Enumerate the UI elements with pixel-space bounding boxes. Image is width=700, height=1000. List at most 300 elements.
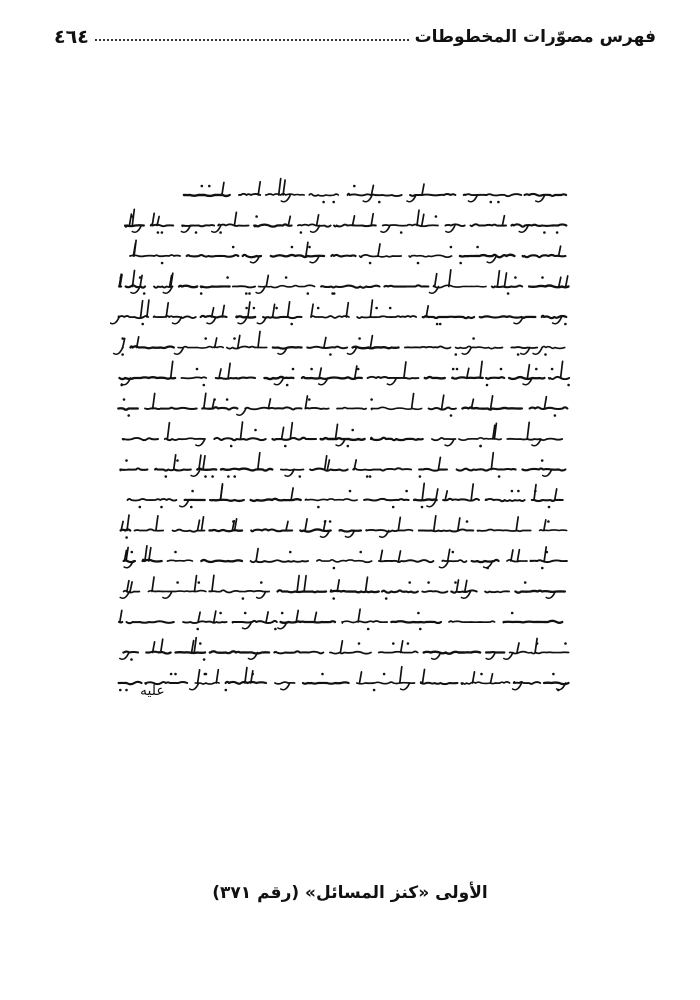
manuscript-stroke [266, 612, 268, 622]
manuscript-stroke [442, 395, 444, 408]
manuscript-dot [205, 673, 208, 676]
manuscript-dot [535, 368, 538, 371]
manuscript-stroke [215, 338, 217, 348]
manuscript-dot [324, 520, 327, 523]
manuscript-dot [385, 597, 388, 600]
manuscript-word [210, 500, 244, 501]
manuscript-stroke [216, 670, 218, 683]
manuscript-word [405, 346, 451, 348]
manuscript-stroke [458, 518, 460, 531]
manuscript-dot [199, 642, 202, 645]
manuscript-dot [331, 292, 334, 295]
manuscript-stroke [324, 338, 326, 348]
manuscript-stroke [555, 489, 557, 500]
manuscript-stroke [486, 653, 495, 660]
manuscript-dot [392, 506, 395, 509]
manuscript-dot [479, 445, 482, 448]
manuscript-dot [351, 429, 354, 432]
manuscript-dot [226, 398, 229, 401]
manuscript-word [353, 468, 411, 470]
manuscript-stroke [471, 484, 473, 500]
manuscript-word [227, 347, 267, 349]
manuscript-stroke [380, 550, 382, 561]
page-number: ٤٦٤ [54, 26, 89, 48]
manuscript-stroke [257, 592, 266, 599]
manuscript-dot [421, 506, 424, 509]
manuscript-word [360, 255, 402, 257]
manuscript-stroke [127, 581, 129, 592]
manuscript-dot [255, 215, 258, 218]
manuscript-dot [524, 581, 527, 584]
manuscript-dot [369, 262, 372, 265]
manuscript-stroke [399, 551, 401, 561]
manuscript-stroke [412, 394, 414, 409]
manuscript-word [281, 621, 336, 623]
manuscript-word [423, 316, 474, 318]
manuscript-word [210, 651, 269, 653]
manuscript-dot [534, 490, 537, 493]
manuscript-word [135, 529, 164, 530]
manuscript-stroke [198, 520, 200, 530]
manuscript-stroke [319, 368, 321, 378]
manuscript-stroke [156, 516, 158, 531]
manuscript-word [167, 560, 192, 561]
manuscript-dot [353, 185, 356, 188]
manuscript-word [176, 652, 206, 653]
manuscript-dot [450, 246, 453, 249]
manuscript-stroke [234, 212, 236, 225]
manuscript-word [245, 407, 301, 409]
manuscript-dot [427, 581, 430, 584]
manuscript-word [449, 621, 495, 622]
manuscript-word [486, 377, 504, 379]
manuscript-stroke [167, 423, 169, 439]
manuscript-dot [517, 353, 520, 356]
manuscript-stroke [353, 216, 355, 226]
manuscript-dot [389, 307, 392, 310]
manuscript-dot [227, 475, 230, 478]
manuscript-stroke [346, 303, 348, 317]
manuscript-stroke [220, 485, 222, 500]
manuscript-word [239, 194, 260, 195]
manuscript-dot [455, 353, 458, 356]
manuscript-dot [165, 475, 168, 478]
manuscript-word [123, 438, 158, 440]
manuscript-stroke [513, 683, 522, 690]
manuscript-stroke [219, 369, 221, 378]
manuscript-dot [213, 398, 216, 401]
manuscript-word [209, 590, 269, 592]
manuscript-stroke [497, 271, 499, 287]
manuscript-word [254, 224, 291, 226]
manuscript-dot [407, 642, 410, 645]
manuscript-dot [466, 520, 469, 523]
manuscript-stroke [445, 491, 447, 500]
manuscript-word [480, 316, 536, 318]
manuscript-stroke [129, 214, 131, 225]
manuscript-word [303, 682, 349, 683]
manuscript-dot [378, 201, 381, 204]
manuscript-word [187, 255, 239, 257]
manuscript-stroke [174, 455, 176, 470]
manuscript-word [432, 438, 456, 440]
manuscript-dot [408, 581, 411, 584]
manuscript-stroke [153, 394, 155, 409]
manuscript-word [421, 682, 458, 684]
manuscript-stroke [505, 273, 507, 287]
figure-caption: الأولى «كنز المسائل» (رقم ٣٧١) [212, 883, 488, 903]
manuscript-stroke [449, 270, 451, 287]
manuscript-stroke [304, 576, 306, 592]
manuscript-stroke [311, 304, 313, 317]
manuscript-word [251, 499, 301, 501]
manuscript-dot [417, 612, 420, 615]
manuscript-stroke [430, 287, 439, 294]
manuscript-stroke [371, 185, 373, 195]
manuscript-stroke [378, 244, 380, 256]
manuscript-image [110, 165, 575, 710]
manuscript-stroke [268, 399, 270, 409]
manuscript-stroke [491, 453, 493, 470]
manuscript-word [330, 652, 371, 654]
manuscript-dot [141, 323, 144, 326]
manuscript-dot [291, 246, 294, 249]
manuscript-stroke [256, 287, 265, 294]
manuscript-stroke [358, 609, 360, 622]
manuscript-stroke [370, 300, 372, 317]
manuscript-word [298, 224, 331, 226]
manuscript-stroke [147, 300, 149, 317]
manuscript-word [529, 286, 568, 288]
manuscript-word [120, 468, 147, 470]
manuscript-dot [552, 673, 555, 676]
manuscript-dot [500, 368, 503, 371]
manuscript-dot [358, 642, 361, 645]
manuscript-stroke [257, 317, 266, 324]
manuscript-word [422, 591, 447, 593]
manuscript-dot [143, 292, 146, 295]
manuscript-stroke [516, 517, 518, 531]
manuscript-dot [366, 475, 369, 478]
manuscript-dot [232, 246, 235, 249]
manuscript-dot [226, 276, 229, 279]
manuscript-stroke [435, 274, 437, 287]
manuscript-stroke [511, 550, 513, 561]
manuscript-dot [564, 323, 567, 326]
manuscript-word [515, 591, 565, 593]
manuscript-word [471, 224, 507, 226]
manuscript-stroke [199, 455, 201, 469]
manuscript-dot [198, 581, 201, 584]
manuscript-dot [161, 231, 164, 234]
manuscript-stroke [325, 456, 327, 470]
manuscript-stroke [398, 517, 400, 530]
manuscript-dot [176, 459, 179, 462]
manuscript-word [275, 682, 295, 684]
manuscript-word [272, 438, 316, 440]
manuscript-dot [195, 231, 198, 234]
manuscript-word [233, 621, 277, 623]
manuscript-word [542, 346, 565, 348]
manuscript-dot [203, 384, 206, 387]
manuscript-stroke [281, 683, 290, 690]
manuscript-stroke [222, 306, 224, 318]
manuscript-dot [564, 642, 567, 645]
manuscript-stroke [491, 674, 493, 683]
manuscript-dot [546, 551, 549, 554]
manuscript-word [233, 286, 255, 287]
manuscript-dot [125, 689, 128, 692]
manuscript-dot [251, 673, 254, 676]
manuscript-word [305, 408, 328, 409]
manuscript-dot [544, 353, 547, 356]
manuscript-word [128, 499, 177, 501]
manuscript-word [342, 621, 387, 623]
manuscript-stroke [237, 409, 246, 416]
manuscript-stroke [534, 485, 536, 500]
manuscript-stroke [457, 580, 459, 592]
manuscript-word [321, 286, 379, 288]
manuscript-word [337, 408, 366, 410]
manuscript-dot [541, 567, 544, 570]
manuscript-dot [567, 384, 570, 387]
manuscript-word [383, 224, 438, 226]
manuscript-word [124, 591, 140, 593]
manuscript-word [236, 316, 255, 317]
manuscript-dot [321, 673, 324, 676]
manuscript-stroke [422, 483, 424, 500]
manuscript-dot [308, 398, 311, 401]
manuscript-word [201, 286, 230, 287]
manuscript-stroke [387, 378, 396, 385]
manuscript-stroke [283, 180, 285, 195]
manuscript-stroke [152, 213, 154, 225]
manuscript-stroke [133, 271, 135, 287]
manuscript-word [391, 621, 441, 623]
manuscript-dot [497, 201, 500, 204]
manuscript-dot [254, 429, 257, 432]
manuscript-dot [507, 292, 510, 295]
manuscript-handwriting [110, 165, 575, 710]
manuscript-dot [329, 353, 332, 356]
manuscript-dot [161, 262, 164, 265]
running-title: فهرس مصوّرات المخطوطات [414, 27, 656, 47]
manuscript-dot [332, 201, 335, 204]
manuscript-word [123, 652, 138, 653]
manuscript-word [179, 286, 197, 288]
manuscript-stroke [290, 423, 292, 439]
manuscript-dot [369, 475, 372, 478]
manuscript-dot [476, 246, 479, 249]
manuscript-dot [517, 490, 520, 493]
manuscript-stroke [173, 317, 182, 324]
manuscript-dot [329, 520, 332, 523]
manuscript-word [410, 194, 455, 196]
manuscript-stroke [422, 214, 424, 225]
manuscript-dot [419, 628, 422, 631]
manuscript-dot [211, 475, 214, 478]
manuscript-dot [472, 337, 475, 340]
manuscript-dot [452, 551, 455, 554]
manuscript-dot [190, 506, 193, 509]
manuscript-dot [400, 231, 403, 234]
manuscript-dot [486, 384, 489, 387]
manuscript-stroke [465, 581, 467, 592]
manuscript-dot [242, 597, 245, 600]
manuscript-dot [359, 551, 362, 554]
manuscript-stroke [380, 531, 389, 538]
manuscript-stroke [448, 549, 450, 561]
manuscript-dot [201, 185, 204, 188]
manuscript-stroke [279, 179, 281, 195]
manuscript-dot [551, 368, 554, 371]
manuscript-word [151, 225, 174, 227]
manuscript-stroke [238, 336, 240, 348]
manuscript-word [278, 590, 327, 592]
manuscript-word [263, 317, 301, 318]
manuscript-dot [275, 307, 278, 310]
manuscript-stroke [258, 182, 260, 195]
manuscript-stroke [340, 641, 342, 653]
manuscript-stroke [445, 439, 454, 446]
manuscript-dot [383, 673, 386, 676]
manuscript-dot [208, 185, 211, 188]
manuscript-word [302, 377, 362, 379]
manuscript-stroke [273, 304, 275, 317]
manuscript-stroke [314, 612, 316, 622]
manuscript-dot [160, 506, 163, 509]
manuscript-dot [170, 276, 173, 279]
manuscript-dot [121, 337, 124, 340]
manuscript-stroke [504, 653, 513, 660]
manuscript-stroke [204, 393, 206, 408]
manuscript-word [514, 682, 541, 684]
manuscript-dot [191, 490, 194, 493]
manuscript-dot [245, 292, 248, 295]
manuscript-dot [299, 475, 302, 478]
manuscript-word [384, 285, 428, 286]
manuscript-word [202, 407, 237, 409]
leader-dots [95, 39, 409, 41]
manuscript-dot [367, 628, 370, 631]
manuscript-stroke [198, 612, 200, 622]
manuscript-stroke [152, 577, 154, 591]
manuscript-stroke [491, 396, 493, 409]
manuscript-dot [554, 414, 557, 417]
manuscript-stroke [130, 582, 132, 592]
manuscript-stroke [401, 683, 410, 690]
manuscript-stroke [198, 670, 200, 683]
manuscript-stroke [360, 672, 362, 683]
manuscript-stroke [434, 516, 436, 531]
manuscript-word [485, 591, 509, 592]
manuscript-stroke [543, 470, 552, 477]
manuscript-word [425, 377, 445, 379]
manuscript-stroke [366, 577, 368, 591]
manuscript-stroke [248, 302, 250, 317]
manuscript-dot [548, 506, 551, 509]
manuscript-stroke [256, 549, 258, 561]
manuscript-stroke [214, 611, 216, 622]
manuscript-word [382, 590, 418, 592]
manuscript-word [340, 530, 362, 531]
manuscript-stroke [192, 641, 194, 653]
manuscript-dot [127, 414, 130, 417]
manuscript-dot [204, 337, 207, 340]
manuscript-word [311, 316, 349, 318]
manuscript-stroke [123, 338, 125, 347]
manuscript-word [165, 438, 205, 440]
manuscript-margin-note: عليه [140, 683, 165, 699]
manuscript-stroke [404, 362, 406, 378]
manuscript-word [492, 286, 522, 288]
manuscript-word [433, 285, 486, 287]
manuscript-stroke [363, 195, 372, 202]
manuscript-stroke [161, 639, 163, 652]
manuscript-dot [543, 231, 546, 234]
manuscript-word [419, 469, 447, 471]
manuscript-dot [357, 368, 360, 371]
manuscript-word [486, 499, 525, 501]
manuscript-word [118, 316, 148, 318]
manuscript-dot [439, 323, 442, 326]
manuscript-stroke [166, 303, 168, 317]
manuscript-word [201, 560, 242, 562]
manuscript-dot [556, 231, 559, 234]
manuscript-word [317, 560, 372, 562]
manuscript-stroke [544, 520, 546, 531]
manuscript-dot [125, 536, 128, 539]
manuscript-word [310, 469, 348, 471]
manuscript-dot [436, 323, 439, 326]
manuscript-dot [417, 262, 420, 265]
manuscript-word [530, 560, 567, 562]
manuscript-word [371, 407, 421, 409]
manuscript-word [542, 316, 567, 318]
manuscript-dot [452, 368, 455, 371]
manuscript-dot [480, 673, 483, 676]
manuscript-stroke [336, 439, 345, 446]
manuscript-stroke [212, 226, 221, 233]
manuscript-stroke [245, 668, 247, 683]
manuscript-stroke [266, 275, 268, 286]
manuscript-word [154, 316, 196, 318]
manuscript-dot [307, 292, 310, 295]
manuscript-word [209, 530, 242, 531]
manuscript-stroke [141, 301, 143, 317]
manuscript-word [464, 194, 522, 196]
manuscript-dot [498, 475, 501, 478]
manuscript-word [530, 407, 568, 409]
manuscript-dot [392, 642, 395, 645]
manuscript-stroke [317, 215, 319, 226]
manuscript-stroke [137, 337, 139, 348]
manuscript-dot [200, 292, 203, 295]
manuscript-dot [435, 215, 438, 218]
manuscript-dot [230, 445, 233, 448]
manuscript-dot [233, 337, 236, 340]
manuscript-stroke [222, 183, 224, 196]
manuscript-stroke [212, 575, 214, 591]
manuscript-dot [281, 612, 284, 615]
manuscript-dot [511, 612, 514, 615]
manuscript-stroke [422, 184, 424, 195]
manuscript-word [451, 590, 477, 592]
manuscript-word [146, 652, 170, 654]
manuscript-dot [349, 490, 352, 493]
manuscript-word [182, 225, 214, 226]
manuscript-stroke [163, 592, 172, 599]
